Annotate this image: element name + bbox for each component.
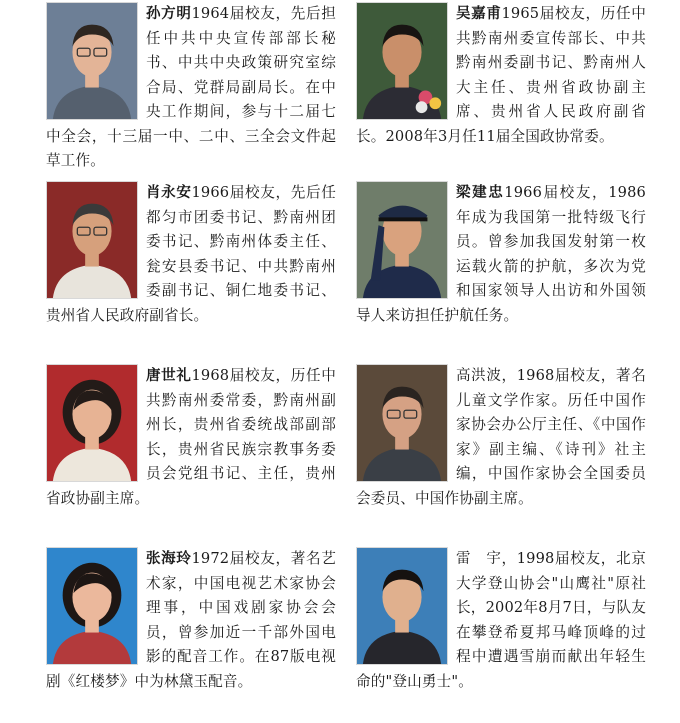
alumni-entry-tang-shili xyxy=(46,364,336,511)
alumni-entry-lei-yu xyxy=(356,547,646,694)
alumni-bio-text: ，1968届校友，著名儿童文学作家。历任中国作家协会办公厅主任、《中国作家》副主编、《诗刊》社主编，中国作家协会全国委员会委员、中国作协副主席。 xyxy=(356,367,646,507)
alumni-name: 梁建忠 xyxy=(456,185,505,201)
portrait-woman-icon xyxy=(47,365,137,481)
alumni-bio-text: 1968届校友，历任中共黔南州委常委，黔南州副州长，贵州省委统战部副部长，贵州省民族宗教事务委员会党组书记、主任，贵州省政协副主席。 xyxy=(46,367,336,507)
portrait-officer-salute-icon xyxy=(357,182,447,298)
portrait-photo xyxy=(46,547,138,665)
alumni-entry-gao-hongbo xyxy=(356,364,646,511)
portrait-man-glasses-icon xyxy=(47,3,137,119)
alumni-name: 吴嘉甫 xyxy=(456,6,502,22)
portrait-photo xyxy=(46,2,138,120)
alumni-entry-zhang-hailing xyxy=(46,547,336,694)
portrait-young-man-icon xyxy=(357,548,447,664)
alumni-entry-wu-jiafu xyxy=(356,2,646,149)
alumni-bio-text: 1966届校友，1986年成为我国第一批特级飞行员。曾参加我国发射第一枚运载火箭的护航，多次为党和国家领导人出访和外国领导人来访担任护航任务。 xyxy=(356,184,646,324)
alumni-bio-text: 1966届校友，先后任都匀市团委书记、黔南州团委书记、黔南州体委主任、瓮安县委书记、中共黔南州委副书记、铜仁地委书记、贵州省人民政府副省长。 xyxy=(46,184,336,324)
portrait-photo xyxy=(356,364,448,482)
portrait-photo xyxy=(356,181,448,299)
portrait-man-flowers-icon xyxy=(357,3,447,119)
portrait-woman-icon xyxy=(47,548,137,664)
alumni-bio-text: ，1998届校友，北京大学登山协会"山鹰社"原社长，2002年8月7日，与队友在攀登希夏邦马峰顶峰的过程中遭遇雪崩而献出年轻生命的"登山勇士"。 xyxy=(356,550,646,690)
alumni-name: 高洪波 xyxy=(456,368,502,384)
alumni-name: 孙方明 xyxy=(146,6,192,22)
portrait-photo xyxy=(356,2,448,120)
portrait-photo xyxy=(46,364,138,482)
alumni-entry-liang-jianzhong xyxy=(356,181,646,328)
alumni-name: 唐世礼 xyxy=(146,368,192,384)
alumni-entry-xiao-yongan xyxy=(46,181,336,328)
alumni-bio-text: 1964届校友，先后担任中共中央宣传部部长秘书、中共中央政策研究室综合局、党群局副局长。在中央工作期间，参与十二届七中全会，十三届一中、二中、三全会文件起草工作。 xyxy=(46,5,336,169)
alumni-bio-text: 1965届校友，历任中共黔南州委宣传部长、中共黔南州委副书记、黔南州人大主任、贵州省政协副主席、贵州省人民政府副省长。2008年3月任11届全国政协常委。 xyxy=(356,5,646,145)
alumni-bio-text: 1972届校友，著名艺术家，中国电视艺术家协会理事，中国戏剧家协会会员，曾参加近一千部外国电影的配音工作。在87版电视剧《红楼梦》中为林黛玉配音。 xyxy=(46,550,336,690)
alumni-name: 雷 宇 xyxy=(456,551,502,567)
portrait-man-glasses-icon xyxy=(357,365,447,481)
portrait-photo xyxy=(356,547,448,665)
alumni-name: 肖永安 xyxy=(146,185,192,201)
alumni-entry-sun-fangming xyxy=(46,2,336,174)
alumni-name: 张海玲 xyxy=(146,551,192,567)
portrait-photo xyxy=(46,181,138,299)
portrait-man-desk-icon xyxy=(47,182,137,298)
